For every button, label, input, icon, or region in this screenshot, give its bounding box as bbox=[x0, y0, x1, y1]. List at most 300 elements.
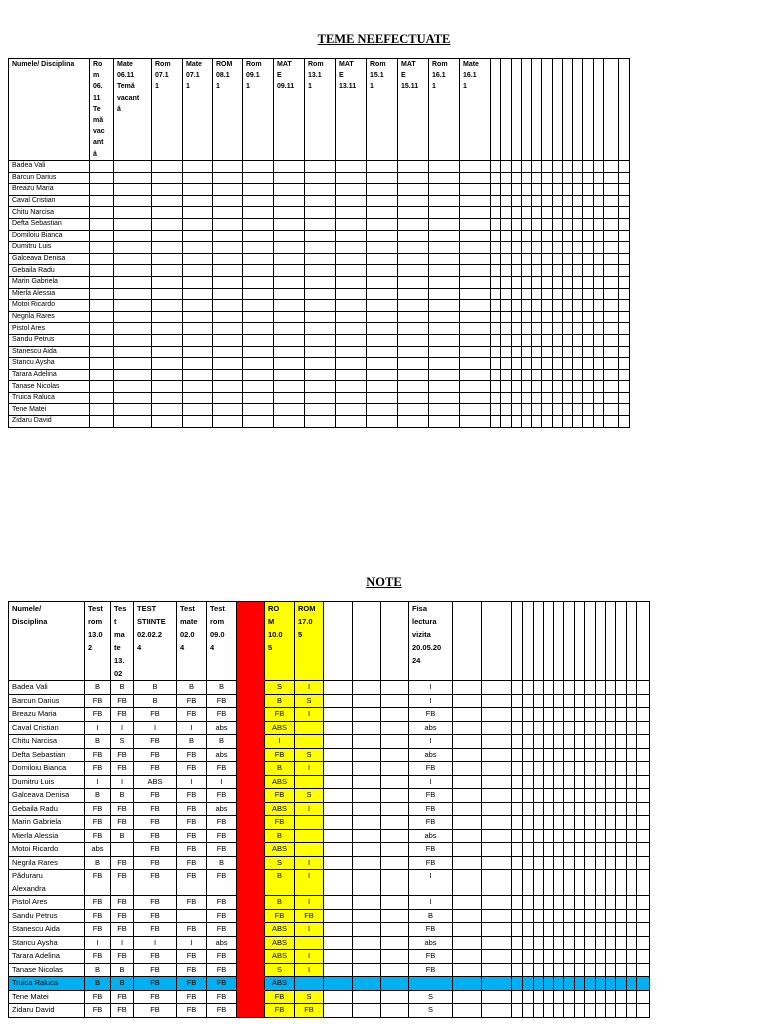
empty-cell bbox=[637, 950, 650, 964]
empty-cell bbox=[604, 288, 619, 300]
student-name: Stanescu Aida bbox=[9, 346, 90, 358]
grade-cell: ABS bbox=[265, 802, 295, 816]
empty-cell bbox=[305, 392, 336, 404]
empty-cell bbox=[575, 802, 585, 816]
empty-cell bbox=[606, 681, 616, 695]
empty-cell bbox=[637, 829, 650, 843]
empty-cell bbox=[606, 990, 616, 1004]
grade-cell: FB bbox=[134, 735, 177, 749]
empty-cell bbox=[183, 195, 213, 207]
empty-cell bbox=[563, 416, 573, 428]
empty-cell bbox=[575, 681, 585, 695]
empty-cell bbox=[491, 218, 501, 230]
column-header: ROM 08.1 1 bbox=[213, 59, 243, 161]
column-header: Test rom 13.0 2 bbox=[85, 602, 111, 681]
empty-cell bbox=[324, 923, 353, 937]
empty-cell bbox=[398, 184, 429, 196]
empty-cell bbox=[596, 762, 606, 776]
empty-cell bbox=[554, 789, 564, 803]
column-header: Mate 06.11 Temă vacant ă bbox=[114, 59, 152, 161]
red-column-cell bbox=[237, 762, 265, 776]
empty-cell bbox=[523, 843, 534, 857]
grade-cell: FB bbox=[111, 694, 134, 708]
empty-cell bbox=[324, 816, 353, 830]
empty-cell bbox=[512, 802, 523, 816]
empty-cell bbox=[563, 334, 573, 346]
empty-cell bbox=[523, 856, 534, 870]
grade-cell: FB bbox=[85, 909, 111, 923]
empty-cell bbox=[429, 218, 460, 230]
empty-cell bbox=[637, 816, 650, 830]
empty-cell bbox=[274, 230, 305, 242]
empty-cell bbox=[491, 288, 501, 300]
empty-cell bbox=[512, 172, 522, 184]
empty-cell bbox=[324, 936, 353, 950]
empty-cell bbox=[534, 721, 544, 735]
empty-cell bbox=[616, 802, 627, 816]
empty-cell bbox=[627, 1004, 637, 1018]
empty-cell bbox=[213, 358, 243, 370]
grade-cell: B bbox=[207, 681, 237, 695]
student-name: Marin Gabriela bbox=[9, 276, 90, 288]
student-name: Breazu Maria bbox=[9, 708, 85, 722]
empty-cell bbox=[573, 358, 583, 370]
empty-cell bbox=[367, 161, 398, 173]
empty-cell bbox=[274, 218, 305, 230]
empty-cell bbox=[594, 311, 604, 323]
empty-cell bbox=[627, 816, 637, 830]
empty-cell bbox=[554, 694, 564, 708]
empty-cell bbox=[381, 963, 409, 977]
empty-cell bbox=[616, 1004, 627, 1018]
empty-cell bbox=[604, 334, 619, 346]
student-name: Stancu Aysha bbox=[9, 936, 85, 950]
empty-cell bbox=[616, 990, 627, 1004]
column-header bbox=[564, 602, 575, 681]
empty-cell bbox=[398, 404, 429, 416]
student-row bbox=[9, 300, 630, 312]
empty-cell bbox=[594, 334, 604, 346]
empty-cell bbox=[585, 950, 596, 964]
grade-cell: B bbox=[177, 681, 207, 695]
empty-cell bbox=[553, 207, 563, 219]
empty-cell bbox=[542, 346, 553, 358]
empty-cell bbox=[637, 789, 650, 803]
column-header: Mate 07.1 1 bbox=[183, 59, 213, 161]
empty-cell bbox=[604, 311, 619, 323]
empty-cell bbox=[564, 896, 575, 910]
empty-cell bbox=[627, 789, 637, 803]
column-header bbox=[512, 59, 522, 161]
empty-cell bbox=[532, 207, 542, 219]
empty-cell bbox=[596, 802, 606, 816]
empty-cell bbox=[512, 381, 522, 393]
empty-cell bbox=[324, 735, 353, 749]
empty-cell bbox=[596, 977, 606, 991]
empty-cell bbox=[583, 230, 594, 242]
empty-cell bbox=[336, 161, 367, 173]
grade-cell: ABS bbox=[265, 977, 295, 991]
empty-cell bbox=[460, 334, 491, 346]
empty-cell bbox=[336, 346, 367, 358]
empty-cell bbox=[553, 242, 563, 254]
empty-cell bbox=[523, 977, 534, 991]
column-header bbox=[637, 602, 650, 681]
empty-cell bbox=[213, 311, 243, 323]
empty-cell bbox=[305, 242, 336, 254]
empty-cell bbox=[460, 172, 491, 184]
empty-cell bbox=[183, 404, 213, 416]
empty-cell bbox=[460, 323, 491, 335]
grade-cell: FB bbox=[134, 789, 177, 803]
empty-cell bbox=[274, 416, 305, 428]
empty-cell bbox=[183, 416, 213, 428]
empty-cell bbox=[453, 789, 482, 803]
empty-cell bbox=[604, 161, 619, 173]
empty-cell bbox=[563, 288, 573, 300]
empty-cell bbox=[512, 990, 523, 1004]
empty-cell bbox=[606, 721, 616, 735]
empty-cell bbox=[152, 404, 183, 416]
empty-cell bbox=[381, 721, 409, 735]
empty-cell bbox=[619, 358, 630, 370]
empty-cell bbox=[90, 358, 114, 370]
empty-cell bbox=[554, 708, 564, 722]
empty-cell bbox=[563, 300, 573, 312]
student-row bbox=[9, 789, 650, 803]
empty-cell bbox=[627, 909, 637, 923]
empty-cell bbox=[596, 775, 606, 789]
grade-cell: I bbox=[295, 870, 324, 896]
empty-cell bbox=[575, 870, 585, 896]
grade-cell: I bbox=[295, 762, 324, 776]
grade-cell: FB bbox=[177, 856, 207, 870]
empty-cell bbox=[213, 392, 243, 404]
empty-cell bbox=[501, 161, 512, 173]
grade-cell: FB bbox=[85, 694, 111, 708]
empty-cell bbox=[616, 789, 627, 803]
student-row bbox=[9, 230, 630, 242]
empty-cell bbox=[152, 276, 183, 288]
empty-cell bbox=[90, 392, 114, 404]
empty-cell bbox=[213, 265, 243, 277]
empty-cell bbox=[604, 218, 619, 230]
student-name: Stanescu Aida bbox=[9, 923, 85, 937]
empty-cell bbox=[429, 404, 460, 416]
empty-cell bbox=[534, 870, 544, 896]
empty-cell bbox=[460, 161, 491, 173]
empty-cell bbox=[152, 346, 183, 358]
empty-cell bbox=[573, 334, 583, 346]
empty-cell bbox=[152, 161, 183, 173]
empty-cell bbox=[542, 358, 553, 370]
empty-cell bbox=[542, 253, 553, 265]
empty-cell bbox=[324, 870, 353, 896]
empty-cell bbox=[532, 392, 542, 404]
empty-cell bbox=[460, 416, 491, 428]
empty-cell bbox=[563, 207, 573, 219]
red-column-cell bbox=[237, 856, 265, 870]
empty-cell bbox=[295, 816, 324, 830]
empty-cell bbox=[616, 762, 627, 776]
student-row bbox=[9, 896, 650, 910]
red-column-cell bbox=[237, 896, 265, 910]
empty-cell bbox=[523, 708, 534, 722]
empty-cell bbox=[353, 829, 381, 843]
grade-cell: FB bbox=[409, 950, 453, 964]
empty-cell bbox=[324, 909, 353, 923]
empty-cell bbox=[501, 416, 512, 428]
empty-cell bbox=[532, 242, 542, 254]
empty-cell bbox=[575, 708, 585, 722]
empty-cell bbox=[512, 230, 522, 242]
empty-cell bbox=[563, 358, 573, 370]
grade-cell: FB bbox=[134, 802, 177, 816]
empty-cell bbox=[619, 184, 630, 196]
student-name: Sandu Petrus bbox=[9, 334, 90, 346]
empty-cell bbox=[604, 392, 619, 404]
empty-cell bbox=[243, 184, 274, 196]
empty-cell bbox=[183, 242, 213, 254]
grade-cell: B bbox=[207, 856, 237, 870]
grade-cell: FB bbox=[134, 950, 177, 964]
grade-cell: FB bbox=[85, 802, 111, 816]
empty-cell bbox=[367, 207, 398, 219]
student-row bbox=[9, 288, 630, 300]
empty-cell bbox=[213, 369, 243, 381]
empty-cell bbox=[637, 843, 650, 857]
student-name: Gebaila Radu bbox=[9, 265, 90, 277]
empty-cell bbox=[604, 346, 619, 358]
grade-cell: FB bbox=[207, 843, 237, 857]
grade-cell: FB bbox=[134, 909, 177, 923]
empty-cell bbox=[585, 870, 596, 896]
empty-cell bbox=[523, 896, 534, 910]
empty-cell bbox=[553, 416, 563, 428]
red-column-cell bbox=[237, 721, 265, 735]
empty-cell bbox=[542, 369, 553, 381]
grade-cell: FB bbox=[134, 870, 177, 896]
grade-cell: I bbox=[409, 694, 453, 708]
empty-cell bbox=[534, 909, 544, 923]
student-row bbox=[9, 829, 650, 843]
empty-cell bbox=[544, 896, 554, 910]
empty-cell bbox=[627, 950, 637, 964]
empty-cell bbox=[512, 789, 523, 803]
empty-cell bbox=[522, 392, 532, 404]
empty-cell bbox=[532, 288, 542, 300]
empty-cell bbox=[604, 230, 619, 242]
empty-cell bbox=[152, 242, 183, 254]
grade-cell: FB bbox=[134, 1004, 177, 1018]
empty-cell bbox=[542, 265, 553, 277]
empty-cell bbox=[606, 843, 616, 857]
empty-cell bbox=[243, 323, 274, 335]
empty-cell bbox=[512, 404, 522, 416]
grade-cell: FB bbox=[207, 963, 237, 977]
empty-cell bbox=[114, 172, 152, 184]
empty-cell bbox=[619, 381, 630, 393]
empty-cell bbox=[544, 708, 554, 722]
grade-cell: FB bbox=[177, 762, 207, 776]
empty-cell bbox=[606, 963, 616, 977]
empty-cell bbox=[522, 161, 532, 173]
empty-cell bbox=[523, 950, 534, 964]
grade-cell: S bbox=[295, 990, 324, 1004]
empty-cell bbox=[532, 230, 542, 242]
empty-cell bbox=[616, 936, 627, 950]
empty-cell bbox=[512, 207, 522, 219]
empty-cell bbox=[522, 358, 532, 370]
grade-cell: FB bbox=[134, 708, 177, 722]
grade-cell: FB bbox=[134, 923, 177, 937]
empty-cell bbox=[353, 896, 381, 910]
empty-cell bbox=[114, 253, 152, 265]
empty-cell bbox=[274, 358, 305, 370]
empty-cell bbox=[460, 358, 491, 370]
empty-cell bbox=[573, 369, 583, 381]
empty-cell bbox=[532, 358, 542, 370]
empty-cell bbox=[274, 369, 305, 381]
empty-cell bbox=[243, 195, 274, 207]
empty-cell bbox=[594, 323, 604, 335]
empty-cell bbox=[243, 218, 274, 230]
student-row bbox=[9, 311, 630, 323]
empty-cell bbox=[336, 276, 367, 288]
column-header bbox=[353, 602, 381, 681]
grade-cell: FB bbox=[85, 896, 111, 910]
empty-cell bbox=[90, 242, 114, 254]
empty-cell bbox=[501, 218, 512, 230]
empty-cell bbox=[604, 381, 619, 393]
empty-cell bbox=[583, 242, 594, 254]
empty-cell bbox=[583, 311, 594, 323]
empty-cell bbox=[152, 218, 183, 230]
empty-cell bbox=[429, 184, 460, 196]
empty-cell bbox=[429, 195, 460, 207]
empty-cell bbox=[501, 334, 512, 346]
empty-cell bbox=[522, 311, 532, 323]
empty-cell bbox=[585, 721, 596, 735]
empty-cell bbox=[523, 829, 534, 843]
empty-cell bbox=[381, 990, 409, 1004]
empty-cell bbox=[554, 816, 564, 830]
empty-cell bbox=[453, 802, 482, 816]
empty-cell bbox=[534, 936, 544, 950]
grade-cell: B bbox=[111, 829, 134, 843]
empty-cell bbox=[90, 218, 114, 230]
empty-cell bbox=[114, 323, 152, 335]
column-header: MAT E 15.11 bbox=[398, 59, 429, 161]
empty-cell bbox=[453, 721, 482, 735]
empty-cell bbox=[491, 300, 501, 312]
student-name: Chitu Narcisa bbox=[9, 735, 85, 749]
empty-cell bbox=[429, 311, 460, 323]
empty-cell bbox=[429, 323, 460, 335]
empty-cell bbox=[573, 207, 583, 219]
empty-cell bbox=[594, 253, 604, 265]
empty-cell bbox=[460, 311, 491, 323]
empty-cell bbox=[534, 963, 544, 977]
empty-cell bbox=[512, 923, 523, 937]
empty-cell bbox=[523, 802, 534, 816]
empty-cell bbox=[523, 775, 534, 789]
grade-cell: S bbox=[265, 856, 295, 870]
empty-cell bbox=[604, 300, 619, 312]
empty-cell bbox=[305, 184, 336, 196]
empty-cell bbox=[554, 748, 564, 762]
grade-cell: I bbox=[409, 896, 453, 910]
empty-cell bbox=[575, 748, 585, 762]
empty-cell bbox=[274, 346, 305, 358]
student-name: Mierla Alessia bbox=[9, 829, 85, 843]
empty-cell bbox=[381, 735, 409, 749]
empty-cell bbox=[522, 265, 532, 277]
empty-cell bbox=[482, 1004, 512, 1018]
grade-cell: FB bbox=[134, 843, 177, 857]
empty-cell bbox=[573, 195, 583, 207]
empty-cell bbox=[616, 775, 627, 789]
empty-cell bbox=[243, 404, 274, 416]
empty-cell bbox=[429, 334, 460, 346]
empty-cell bbox=[512, 950, 523, 964]
empty-cell bbox=[367, 230, 398, 242]
student-name: Sandu Petrus bbox=[9, 909, 85, 923]
empty-cell bbox=[594, 416, 604, 428]
empty-cell bbox=[367, 276, 398, 288]
empty-cell bbox=[573, 381, 583, 393]
empty-cell bbox=[532, 184, 542, 196]
grade-cell: FB bbox=[265, 708, 295, 722]
empty-cell bbox=[398, 288, 429, 300]
empty-cell bbox=[295, 936, 324, 950]
empty-cell bbox=[627, 762, 637, 776]
grade-cell: I bbox=[177, 936, 207, 950]
column-header: Rom 09.1 1 bbox=[243, 59, 274, 161]
empty-cell bbox=[573, 300, 583, 312]
empty-cell bbox=[585, 909, 596, 923]
empty-cell bbox=[367, 265, 398, 277]
empty-cell bbox=[152, 265, 183, 277]
empty-cell bbox=[542, 184, 553, 196]
empty-cell bbox=[542, 242, 553, 254]
empty-cell bbox=[491, 242, 501, 254]
grade-cell: FB bbox=[409, 856, 453, 870]
empty-cell bbox=[553, 323, 563, 335]
empty-cell bbox=[583, 416, 594, 428]
empty-cell bbox=[575, 909, 585, 923]
empty-cell bbox=[594, 288, 604, 300]
grade-cell: FB bbox=[207, 1004, 237, 1018]
empty-cell bbox=[114, 358, 152, 370]
grade-cell: I bbox=[177, 721, 207, 735]
empty-cell bbox=[627, 775, 637, 789]
empty-cell bbox=[606, 748, 616, 762]
empty-cell bbox=[534, 990, 544, 1004]
empty-cell bbox=[637, 909, 650, 923]
student-name: Negrila Rares bbox=[9, 311, 90, 323]
empty-cell bbox=[627, 748, 637, 762]
student-row bbox=[9, 909, 650, 923]
empty-cell bbox=[243, 161, 274, 173]
empty-cell bbox=[596, 829, 606, 843]
student-name: Barcun Darius bbox=[9, 172, 90, 184]
grade-cell: abs bbox=[207, 748, 237, 762]
student-row bbox=[9, 816, 650, 830]
empty-cell bbox=[544, 681, 554, 695]
grade-cell: B bbox=[134, 681, 177, 695]
student-row bbox=[9, 870, 650, 896]
